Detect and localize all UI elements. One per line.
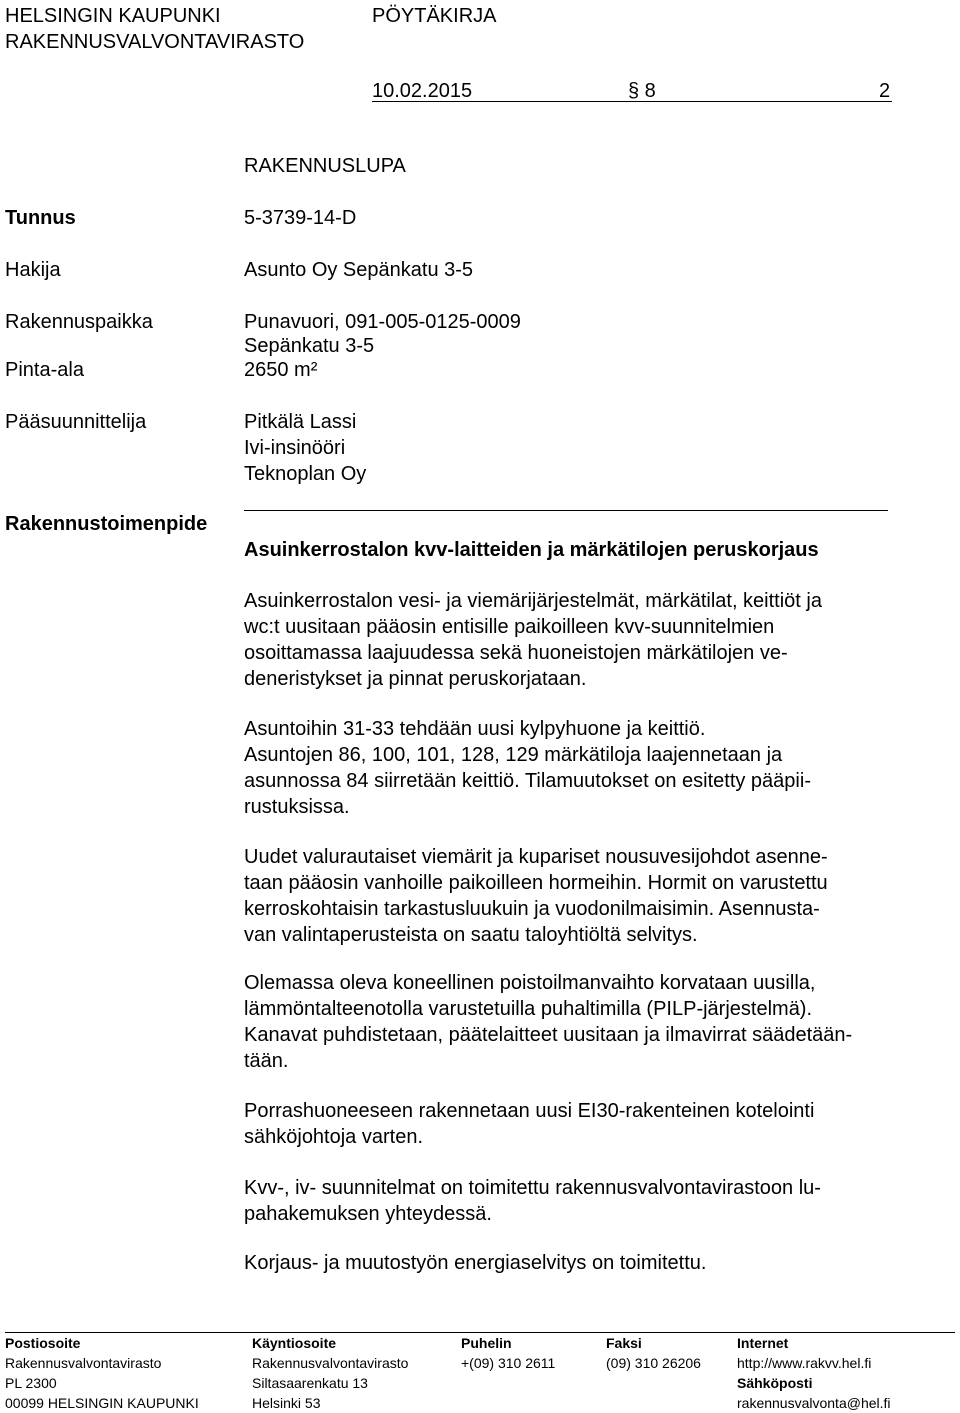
toimenpide-heading: Asuinkerrostalon kvv-laitteiden ja märkätilojen peruskorjaus [244,539,819,561]
footer-faksi: Faksi (09) 310 26206 [606,1335,701,1371]
footer-internet [737,1333,891,1413]
document-title: RAKENNUSLUPA [244,155,406,177]
document-type: PÖYTÄKIRJA [372,5,497,27]
tunnus-label: Tunnus [5,207,76,229]
paragraph-2: Asuntoihin 31-33 tehdään uusi kylpyhuone ja keittiö. Asuntojen 86, 100, 101, 128, 129 märkätiloja laajennetaan ja asunnossa 84 siirretään keittiö. Tilamuutokset on esitetty pääpii- rustuksissa. [244,718,811,818]
footer-postiosoite: Postiosoite Rakennusvalvontavirasto PL 2300 00099 HELSINGIN KAUPUNKI [5,1335,199,1411]
puhelin-label: Puhelin [461,1335,512,1351]
paasuunnittelija-company: Teknoplan Oy [244,463,367,485]
toimenpide-label: Rakennustoimenpide [5,513,208,535]
rakennuspaikka-value: Punavuori, 091-005-0125-0009 [244,311,521,333]
hakija-value: Asunto Oy Sepänkatu 3-5 [244,259,474,281]
document-date: 10.02.2015 [372,80,473,102]
section-number: § 8 [628,80,656,102]
paragraph-6: Kvv-, iv- suunnitelmat on toimitettu rakennusvalvontavirastoon lu- pahakemuksen yhteydessä. [244,1177,821,1225]
faksi-label: Faksi [606,1335,642,1351]
kayntiosoite-label: Käyntiosoite [252,1335,337,1351]
tunnus-value: 5-3739-14-D [244,207,357,229]
internet-label: Internet [737,1335,789,1351]
page-number: 2 [879,80,891,102]
paragraph-4: Olemassa oleva koneellinen poistoilmanvaihto korvataan uusilla, lämmöntalteenotolla varustetuilla puhaltimilla (PILP-järjestelmä). Kanavat puhdistetaan, päätelaitteet uusitaan ja ilmavirrat säädetään- tään. [244,972,853,1072]
paasuunnittelija-label: Pääsuunnittelija [5,411,147,433]
rakennuspaikka-address: Sepänkatu 3-5 [244,335,375,357]
pinta-ala-value: 2650 m² [244,359,318,381]
pinta-ala-label: Pinta-ala [5,359,84,381]
header-underline [372,101,892,102]
website-link[interactable]: http://www.rakvv.hel.fi [737,1355,872,1371]
sahkoposti-label: Sähköposti [737,1375,813,1391]
rakennuspaikka-label: Rakennuspaikka [5,311,153,333]
paragraph-1: Asuinkerrostalon vesi- ja viemärijärjestelmät, märkätilat, keittiöt ja wc:t uusitaan pääosin entisille paikoilleen kvv-suunnitelmien osoittamassa laajuudessa sekä huoneistojen märkätilojen ve- deneristykset ja pinnat peruskorjataan. [244,590,822,690]
paragraph-7: Korjaus- ja muutostyön energiaselvitys on toimitettu. [244,1252,707,1274]
paasuunnittelija-title: Ivi-insinööri [244,437,346,459]
footer-puhelin: Puhelin +(09) 310 2611 [461,1335,556,1371]
email-link[interactable]: rakennusvalvonta@hel.fi [737,1395,891,1411]
hakija-label: Hakija [5,259,61,281]
org-name: HELSINGIN KAUPUNKI [5,5,221,27]
section-divider [244,510,888,511]
department-name: RAKENNUSVALVONTAVIRASTO [5,31,305,53]
postiosoite-label: Postiosoite [5,1335,81,1351]
paragraph-5: Porrashuoneeseen rakennetaan uusi EI30-rakenteinen kotelointi sähköjohtoja varten. [244,1100,815,1148]
footer-kayntiosoite: Käyntiosoite Rakennusvalvontavirasto Siltasaarenkatu 13 Helsinki 53 [252,1335,409,1411]
paasuunnittelija-name: Pitkälä Lassi [244,411,357,433]
paragraph-3: Uudet valurautaiset viemärit ja kupariset nousuvesijohdot asenne- taan pääosin vanhoille paikoilleen hormeihin. Hormit on varustettu kerroskohtaisin tarkastusluukuin ja vuodonilmaisimin. Asennusta- van valintaperusteista on saatu taloyhtiöltä selvitys. [244,846,828,946]
